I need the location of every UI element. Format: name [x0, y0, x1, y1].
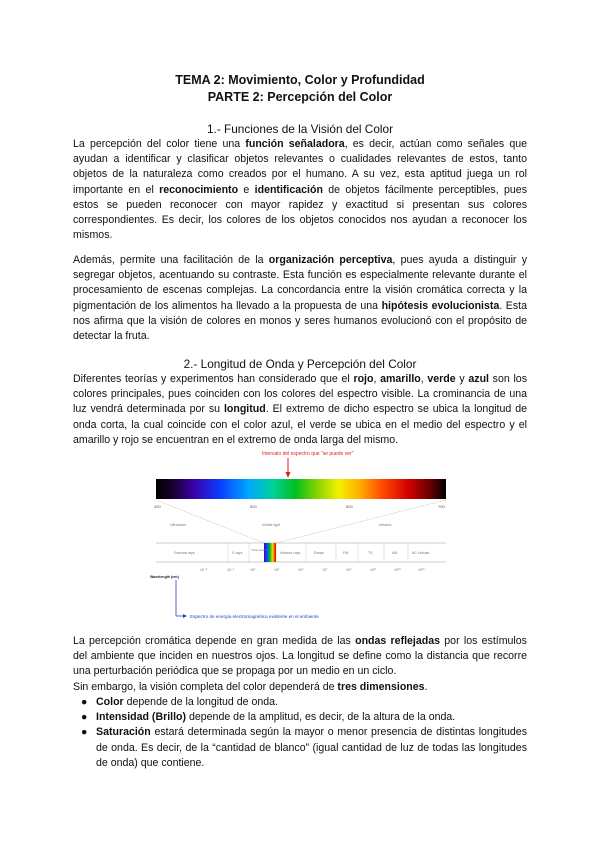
wl-tick: 10⁵	[298, 568, 304, 572]
list-item	[73, 695, 527, 710]
band-am: AM	[392, 551, 398, 555]
list-item	[73, 725, 527, 771]
spectrum-tick-600: 600	[346, 504, 353, 509]
section-1-heading: 1.- Funciones de la Visión del Color	[206, 122, 393, 136]
wl-tick: 10⁷	[322, 568, 328, 572]
region-label-infrared: Infrared	[379, 523, 392, 527]
band-xray: X-rays	[232, 551, 243, 555]
section-2-paragraph-3: Sin embargo, la visión completa del color dependerá de tres dimensiones.	[73, 681, 428, 693]
band-infrared: Infrared rays	[280, 551, 301, 555]
list-item-text: Saturación estará determinada según la mayor o menor presencia de distintas longitudes de onda. Es decir, de la “cantidad de blanco” (igual cantidad de luz de todas las longitudes de onda) que contiene.	[96, 726, 527, 769]
list-item-text: Intensidad (Brillo) depende de la amplitud, es decir, de la altura de la onda.	[96, 711, 456, 724]
red-arrow-head-icon	[286, 472, 291, 478]
blue-arrow-head-icon	[183, 614, 187, 618]
document-subtitle: PARTE 2: Percepción del Color	[207, 90, 393, 104]
wl-tick: 10¹³	[394, 568, 401, 572]
list-item	[73, 710, 527, 725]
spectrum-tick-400: 400	[154, 504, 161, 509]
wl-tick: 10¹¹	[370, 568, 377, 572]
band-radar: Radar	[314, 551, 324, 555]
electromagnetic-spectrum-figure	[150, 447, 452, 625]
wl-tick: 10⁻³	[200, 568, 208, 572]
wl-tick: 10³	[274, 568, 280, 572]
bullet-icon: ●	[81, 726, 88, 739]
band-tv: TV	[368, 551, 373, 555]
spectrum-tick-500: 500	[250, 504, 257, 509]
bullet-icon: ●	[81, 711, 88, 724]
wl-tick: 10¹	[250, 568, 256, 572]
visible-spectrum-bar	[156, 479, 446, 499]
visible-range-label: Intervalo del espectro que "se puede ver"	[262, 451, 354, 457]
visible-band-swatch	[264, 543, 276, 562]
wl-tick: 10¹⁵	[418, 568, 425, 572]
band-fm: FM	[343, 551, 349, 555]
region-label-visible: Visible light	[262, 523, 281, 527]
wavelength-axis-label: Wavelength (nm)	[150, 575, 179, 579]
section-2-paragraph-2: La percepción cromática depende en gran medida de las ondas reflejadas por los estímulos del ambiente que inciden en nuestros ojos. La longitud se define como la distancia que recorre una perturbación periódica que se propaga por un medio en un ciclo.	[73, 635, 527, 678]
zoom-line-right	[276, 500, 446, 543]
band-gamma: Gamma rays	[174, 551, 195, 555]
ambient-spectrum-label: Espectro de energía electromagnética existente en el ambiente	[190, 614, 319, 619]
bullet-icon: ●	[81, 696, 88, 708]
section-1-paragraph-2: Además, permite una facilitación de la organización perceptiva, pues ayuda a distinguir y segregar objetos, acentuando su contraste. Esta función es especialmente relevante durante el procesamiento de escenas complejas. La concordancia entre la visión cromática correcta y la pigmentación de los alimentos ha llevado a la propuesta de una hipótesis evolucionista. Esta nos afirma que la visión de colores en monos y seres humanos evolucionó con el propósito de detectar la fruta.	[73, 254, 527, 343]
band-ac: AC circuits	[412, 551, 430, 555]
section-2-paragraph-1: Diferentes teorías y experimentos han considerado que el rojo, amarillo, verde y azul son los colores principales, pues coinciden con los colores del espectro visible. La crominancia de una luz vendrá determinada por su longitud. El extremo de dicho espectro se ubica la longitud de onda corta, la cual coincide con el color azul, el verde se ubica en el medio del espectro y el amarillo y rojo se encuentran en el extremo de onda larga del mismo.	[73, 373, 528, 446]
zoom-line-left	[156, 500, 264, 543]
wl-tick: 10⁹	[346, 568, 352, 572]
document-title: TEMA 2: Movimiento, Color y Profundidad	[175, 73, 425, 87]
region-label-ultraviolet: Ultraviolet	[170, 523, 186, 527]
wl-tick: 10⁻¹	[227, 568, 235, 572]
section-1-paragraph-1: La percepción del color tiene una función señaladora, es decir, actúan como señales que ayudan a identificar y clasificar objetos relevantes o cualidades relevantes de estos, tanto objetos de la naturaleza como creados por el humano. A su vez, esta aptitud juega un rol importante en el reconocimiento e identificación de objetos fácilmente perceptibles, pues estos se pueden reconocer con mayor rapidez y exactitud si presentan sus colores correspondientes. Es decir, los colores de los objetos conocidos nos ayudan a reconocer los mismos.	[73, 138, 528, 242]
section-2-heading: 2.- Longitud de Onda y Percepción del Color	[183, 357, 417, 371]
dimensions-list	[73, 695, 527, 771]
spectrum-tick-700: 700	[438, 504, 445, 509]
list-item-text: Color depende de la longitud de onda.	[96, 696, 279, 708]
band-uv: Ultra-violet rays	[251, 548, 272, 552]
